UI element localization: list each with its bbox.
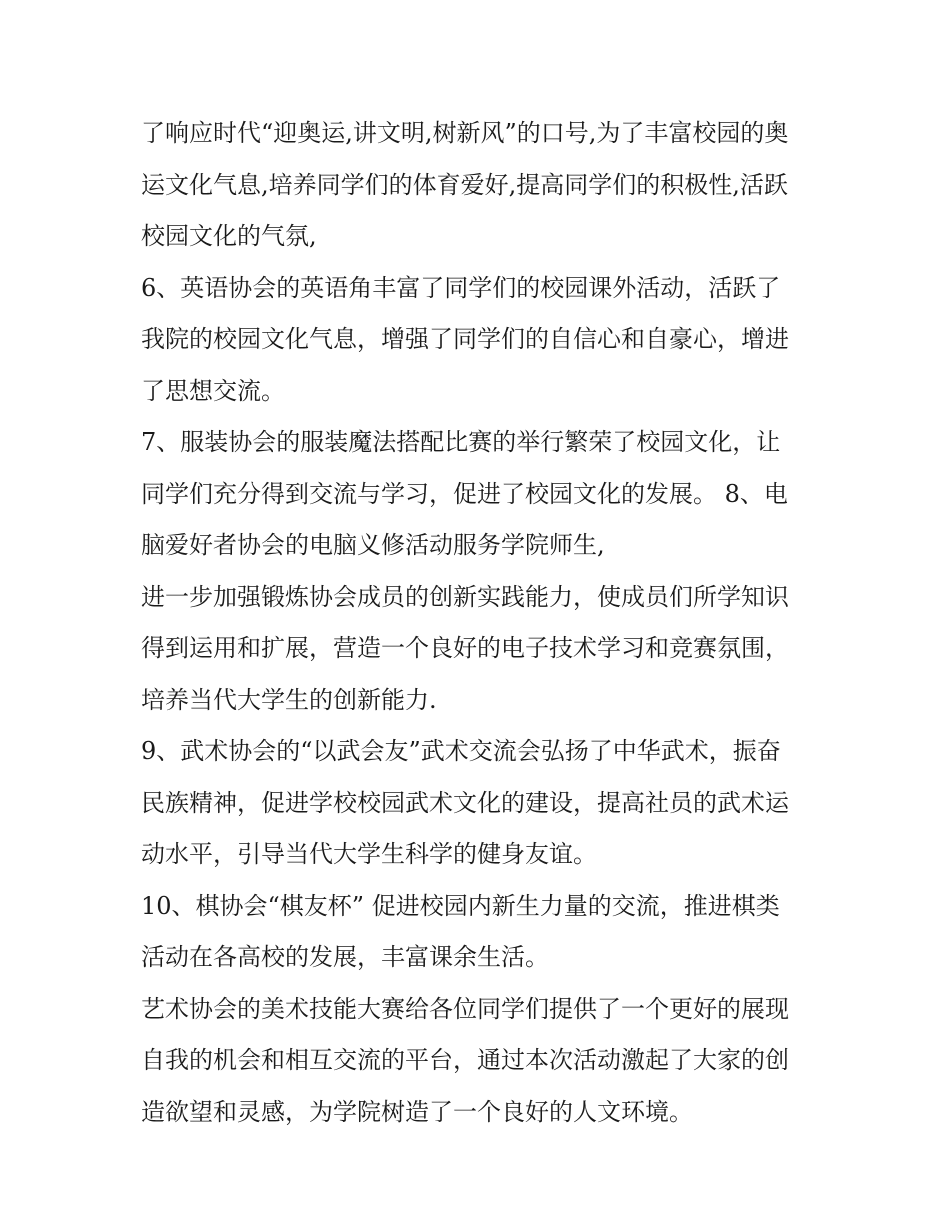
text-line: 培养当代大学生的创新能力. (141, 685, 437, 714)
text-line: 7、服装协会的服装魔法搭配比赛的举行繁荣了校园文化，让 (141, 428, 781, 456)
body-text (141, 108, 821, 1138)
text-line: 6、英语协会的英语角丰富了同学们的校园课外活动，活跃了 (141, 273, 781, 302)
text-line: 了响应时代“迎奥运,讲文明,树新风”的口号,为了丰富校园的奥 (141, 119, 789, 147)
text-line: 同学们充分得到交流与学习，促进了校园文化的发展。 8、电 (141, 479, 788, 508)
text-line: 民族精神，促进学校校园武术文化的建设，提高社员的武术运 (141, 788, 789, 817)
text-line: 10、棋协会“棋友杯” 促进校园内新生力量的交流，推进棋类 (141, 891, 780, 920)
text-line: 造欲望和灵感，为学院树造了一个良好的人文环境。 (141, 1097, 693, 1126)
text-line: 艺术协会的美术技能大赛给各位同学们提供了一个更好的展现 (141, 994, 789, 1023)
text-line: 运文化气息,培养同学们的体育爱好,提高同学们的积极性,活跃 (141, 170, 788, 199)
text-line: 校园文化的气氛, (141, 222, 317, 250)
text-line: 进一步加强锻炼协会成员的创新实践能力，使成员们所学知识 (141, 582, 789, 611)
text-line: 脑爱好者协会的电脑义修活动服务学院师生, (141, 531, 605, 559)
text-line: 得到运用和扩展，营造一个良好的电子技术学习和竞赛氛围， (141, 634, 789, 662)
text-line: 9、武术协会的“以武会友”武术交流会弘扬了中华武术，振奋 (141, 737, 781, 765)
text-line: 活动在各高校的发展，丰富课余生活。 (141, 943, 549, 971)
text-line: 我院的校园文化气息，增强了同学们的自信心和自豪心，增进 (141, 325, 789, 353)
text-line: 了思想交流。 (141, 376, 285, 405)
text-line: 自我的机会和相互交流的平台，通过本次活动激起了大家的创 (141, 1046, 789, 1074)
text-line: 动水平，引导当代大学生科学的健身友谊。 (141, 840, 597, 868)
